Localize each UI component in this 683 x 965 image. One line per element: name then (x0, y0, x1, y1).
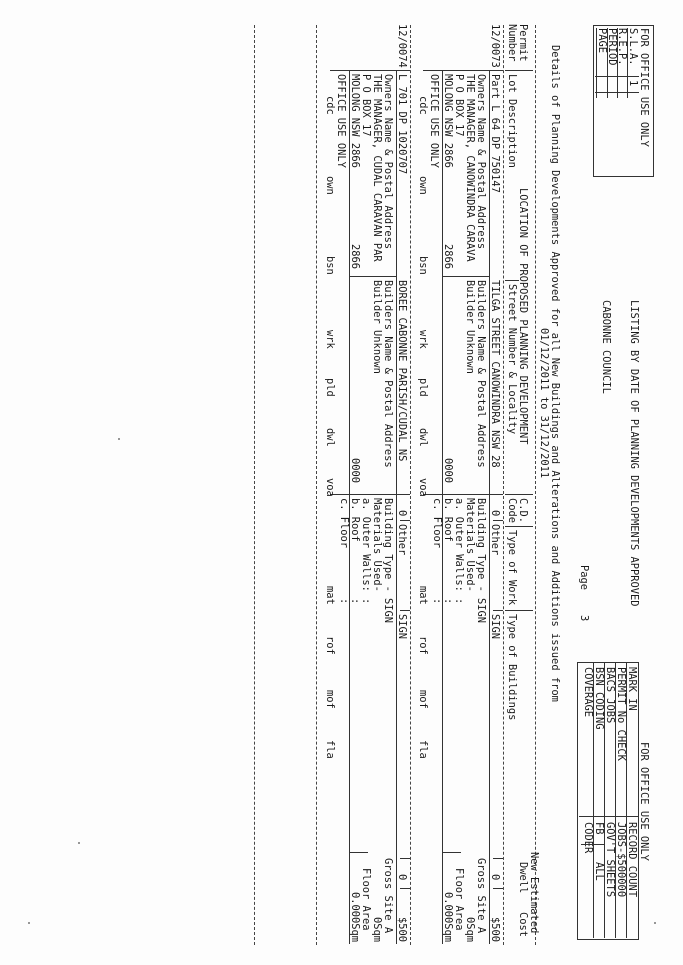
code-bsn: bsn (324, 256, 336, 275)
office-left-sla-value: 1 (627, 80, 639, 87)
estimated-cost: $500 (396, 916, 408, 942)
code-mof: mof (417, 690, 429, 709)
code-mat: mat (324, 586, 336, 605)
coder-label: CODER (582, 822, 594, 854)
office-use-label: OFFICE USE ONLY (335, 74, 347, 168)
code-own: own (417, 176, 429, 195)
gross-site-area-label: Gross Site A (382, 858, 394, 934)
record-divider (350, 276, 396, 277)
record-divider (423, 494, 503, 495)
code-cdc: cdc (324, 96, 336, 115)
code-dwl: dwl (417, 428, 429, 447)
col-divider (505, 280, 519, 281)
roof-label: b. Roof (349, 498, 361, 542)
owner-postcode: 2866 (349, 244, 361, 270)
govt-sheets-label: GOV'T SHEETS (604, 822, 616, 898)
code-pld: pld (417, 378, 429, 397)
col-divider (505, 526, 533, 527)
roof-colon: : (442, 598, 454, 605)
floor-area-label: Floor Area (453, 868, 465, 931)
office-right-title: FOR OFFICE USE ONLY (638, 742, 650, 861)
office-left-sla-label: S.L.A. (627, 28, 639, 66)
record-rule (396, 70, 397, 944)
col-divider (505, 610, 533, 611)
office-left-underline (627, 28, 628, 98)
office-right-divider (579, 816, 639, 817)
code-wrk: wrk (417, 330, 429, 349)
code-rof: rof (417, 636, 429, 655)
record-rule (489, 70, 490, 944)
code-own: own (324, 176, 336, 195)
office-left-page-label: PAGE (596, 28, 608, 54)
builder-postcode: 0000 (442, 458, 454, 484)
col-permit: Permit (517, 24, 529, 62)
gross-site-area-value: 0Sqm (371, 916, 383, 942)
record-divider (350, 852, 368, 853)
record-count-label: RECORD COUNT (626, 822, 638, 898)
builder-label: Builders Name & Postal Address (475, 280, 487, 468)
jobs-500000-label: JOBS-$500000 (615, 822, 627, 898)
report-title: LISTING BY DATE OF PLANNING DEVELOPMENTS APPROVED (628, 300, 640, 607)
office-left-underline (617, 28, 618, 98)
page-label: Page (578, 565, 590, 591)
record-separator (410, 25, 411, 945)
record-divider (443, 852, 461, 853)
permit-number: 12/0074 (396, 24, 408, 68)
roof-colon: : (349, 598, 361, 605)
code-dwl: dwl (324, 428, 336, 447)
record-divider (493, 520, 503, 521)
record-divider (330, 494, 410, 495)
office-right-rule (626, 662, 627, 938)
cd-code: 0 (396, 510, 408, 517)
office-left-underline (607, 28, 608, 98)
bacs-jobs-label: BACS JOBS (604, 667, 616, 724)
permit-number: 12/0073 (489, 24, 501, 68)
bsn-coding-label: BSN CODING (593, 667, 605, 730)
building-type-label: Building Type - (382, 498, 394, 592)
code-voa: voa (417, 478, 429, 497)
all-label: ALL (593, 862, 605, 881)
code-cdc: cdc (417, 96, 429, 115)
office-right-rule (604, 662, 605, 938)
record-divider (493, 610, 503, 611)
owner-address: P O BOX 17 (453, 74, 465, 137)
office-left-rep-label: R.E.P. (616, 28, 628, 66)
dwell-count: 0 (489, 874, 501, 881)
col-location: LOCATION OF PROPOSED PLANNING DEVELOPMENT (517, 188, 529, 445)
page-number: 3 (578, 615, 590, 622)
col-dwell: Dwell (517, 862, 529, 894)
record-divider (400, 610, 410, 611)
estimated-cost: $500 (489, 916, 501, 942)
col-lot: Lot Description (506, 74, 518, 168)
dwell-count: 0 (396, 874, 408, 881)
owner-address: P O BOX 17 (360, 74, 372, 137)
col-street: Street Number & Locality (506, 284, 518, 435)
record-divider (400, 520, 410, 521)
outer-walls-colon: : (453, 598, 465, 605)
col-type-work: Type of Work (506, 530, 518, 606)
code-fla: fla (417, 740, 429, 759)
code-voa: voa (324, 478, 336, 497)
owner-label: Owners Name & Postal Address (382, 74, 394, 250)
street-locality: BOREE CABONNE PARISH/CUDAL NS (396, 280, 408, 462)
builder-label: Builders Name & Postal Address (382, 280, 394, 468)
mark-in-label: MARK IN (626, 667, 638, 711)
type-of-work: Other (489, 524, 501, 556)
record-rule (349, 70, 350, 944)
office-right-rule (615, 662, 616, 938)
col-cd: C.D. (517, 498, 529, 524)
outer-walls-label: a. Outer Walls: (360, 498, 372, 592)
roof-label: b. Roof (442, 498, 454, 542)
office-left-title: FOR OFFICE USE ONLY (638, 28, 650, 147)
materials-used-label: Materials Used- (464, 498, 476, 592)
col-number: Number (506, 24, 518, 62)
floor-area-value: 0.000Sqm (349, 891, 361, 942)
builder-name: Builder Unknown (464, 280, 476, 374)
floor-label: c. Floor (338, 498, 350, 549)
fb-label: FB (593, 822, 605, 835)
builder-postcode: 0000 (349, 458, 361, 484)
type-of-work: Other (396, 524, 408, 556)
gross-site-area-value: 0Sqm (464, 916, 476, 942)
header-top-rule (535, 25, 536, 945)
office-left-underline (596, 28, 597, 98)
record-rule (442, 70, 443, 944)
type-of-building: SIGN (396, 614, 408, 640)
office-left-period-label: PERIOD (606, 28, 618, 66)
lot-description: Part L 64 DP 750147 (489, 74, 501, 193)
details-line: Details of Planning Developments Approved for all New Buildings and Alterations and Additions issued from (549, 45, 561, 702)
code-mat: mat (417, 586, 429, 605)
floor-label: c. Floor (431, 498, 443, 549)
record-divider (400, 858, 410, 859)
code-rof: rof (324, 636, 336, 655)
record-divider (493, 888, 503, 889)
materials-used-label: Materials Used- (371, 498, 383, 592)
floor-colon: : (431, 598, 443, 605)
record-divider (330, 70, 410, 71)
record-divider (423, 70, 503, 71)
building-type-label: Building Type - (475, 498, 487, 592)
col-divider (505, 494, 533, 495)
office-right-rule (593, 662, 594, 938)
code-fla: fla (324, 740, 336, 759)
owner-name: THE MANAGER, CANOWINDRA CARAVA (464, 74, 476, 262)
gross-site-area-label: Gross Site A (475, 858, 487, 934)
record-divider (443, 276, 489, 277)
building-type-value: SIGN (475, 598, 487, 624)
col-new-estimated: New Estimated (528, 852, 540, 934)
floor-colon: : (338, 598, 350, 605)
permit-check-label: PERMIT No CHECK (615, 667, 627, 761)
code-wrk: wrk (324, 330, 336, 349)
code-mof: mof (324, 690, 336, 709)
owner-label: Owners Name & Postal Address (475, 74, 487, 250)
record-divider (493, 858, 503, 859)
type-of-building: SIGN (489, 614, 501, 640)
lot-description: L 701 DP 1020707 (396, 74, 408, 175)
street-locality: TILGA STREET CANOWINDRA NSW 28 (489, 280, 501, 468)
floor-area-value: 0.000Sqm (442, 891, 454, 942)
owner-locality: MOLONG NSW 2866 (349, 74, 361, 168)
report-period: 01/12/2011 to 31/12/2011 (538, 328, 550, 479)
col-divider (505, 70, 533, 71)
building-type-value: SIGN (382, 598, 394, 624)
col-type-buildings: Type of Buildings (506, 614, 518, 721)
owner-name: THE MANAGER, CUDAL CARAVAN PAR (371, 74, 383, 262)
coverage-label: COVERAGE (582, 667, 594, 718)
page-bottom-rule (254, 25, 255, 945)
header-bottom-rule (503, 25, 504, 945)
floor-area-label: Floor Area (360, 868, 372, 931)
owner-postcode: 2866 (442, 244, 454, 270)
office-use-label: OFFICE USE ONLY (428, 74, 440, 168)
code-pld: pld (324, 378, 336, 397)
record-separator (316, 25, 317, 945)
record-divider (400, 888, 410, 889)
cd-code: 0 (489, 510, 501, 517)
builder-name: Builder Unknown (371, 280, 383, 374)
code-bsn: bsn (417, 256, 429, 275)
col-cost: Cost (517, 912, 529, 938)
outer-walls-label: a. Outer Walls: (453, 498, 465, 592)
outer-walls-colon: : (360, 598, 372, 605)
council-name: CABONNE COUNCIL (600, 300, 612, 394)
owner-locality: MOLONG NSW 2866 (442, 74, 454, 168)
col-code: Code (506, 498, 518, 524)
